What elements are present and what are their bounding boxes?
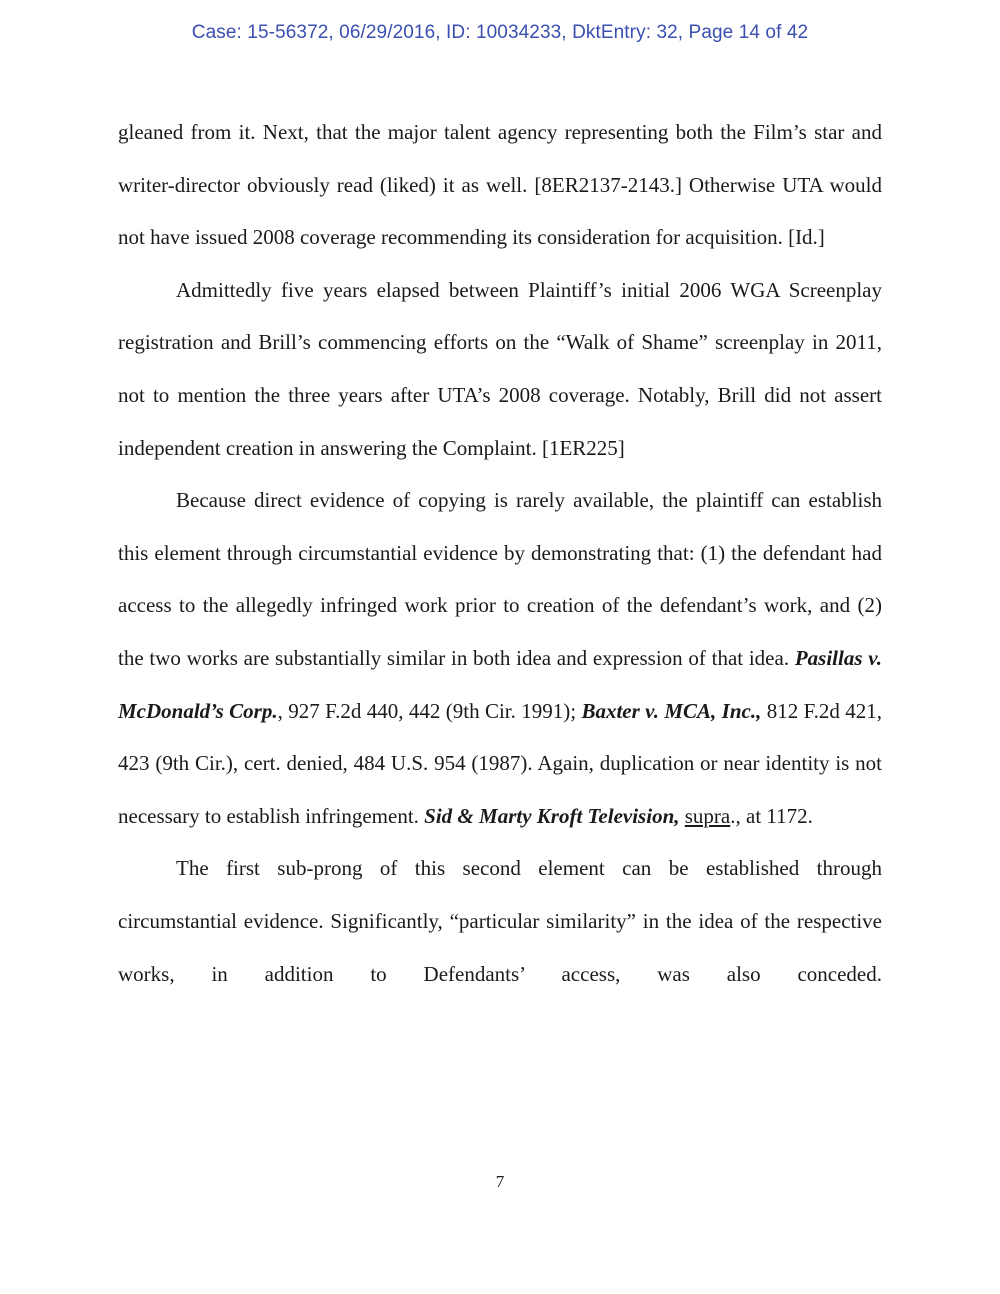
- case-citation-sid-marty-kroft: Sid & Marty Kroft Television,: [424, 803, 680, 828]
- document-body: [118, 106, 882, 1000]
- case-header: Case: 15-56372, 06/29/2016, ID: 10034233, DktEntry: 32, Page 14 of 42: [191, 22, 809, 43]
- case-citation-baxter: Baxter v. MCA, Inc.,: [581, 698, 762, 723]
- case-citation-pasillas: Pasillas v. McDonald’s Corp.: [118, 645, 883, 723]
- text-segment: 812 F.2d 421, 423 (9th Cir.), cert. denied, 484 U.S. 954 (1987). Again, duplication or near identity is not necessary to establish infringement.: [118, 698, 882, 828]
- paragraph-continuation: gleaned from it. Next, that the major talent agency representing both the Film’s star and writer-director obviously read (liked) it as well. [8ER2137-2143.] Otherwise UTA would not have issued 2008 coverage recommending its consideration for acquisition. [Id.]: [118, 120, 882, 250]
- paragraph-direct-evidence: [118, 474, 882, 842]
- text-segment: Because direct evidence of copying is rarely available, the plaintiff can establish this element through circumstantial evidence by demonstrating that: (1) the defendant had access to the allegedly infringed work prior to creation of the defendant’s work, and (2) the two works are substantially similar in both idea and expression of that idea.: [118, 488, 882, 670]
- supra-reference: supra: [684, 803, 731, 828]
- paragraph-admittedly: Admittedly five years elapsed between Plaintiff’s initial 2006 WGA Screenplay registration and Brill’s commencing efforts on the “Walk of Shame” screenplay in 2011, not to mention the three years after UTA’s 2008 coverage. Notably, Brill did not assert independent creation in answering the Complaint. [1ER225]: [118, 277, 882, 460]
- text-segment: , 927 F.2d 440, 442 (9th Cir. 1991);: [277, 698, 582, 723]
- paragraph-first-sub-prong: The first sub-prong of this second element can be established through circumstantial evidence. Significantly, “particular similarity” in the idea of the respective works, in addition to Defendants’ access, was also conceded.: [118, 856, 882, 986]
- text-segment: ., at 1172.: [730, 803, 813, 828]
- page-number: 7: [495, 1172, 505, 1191]
